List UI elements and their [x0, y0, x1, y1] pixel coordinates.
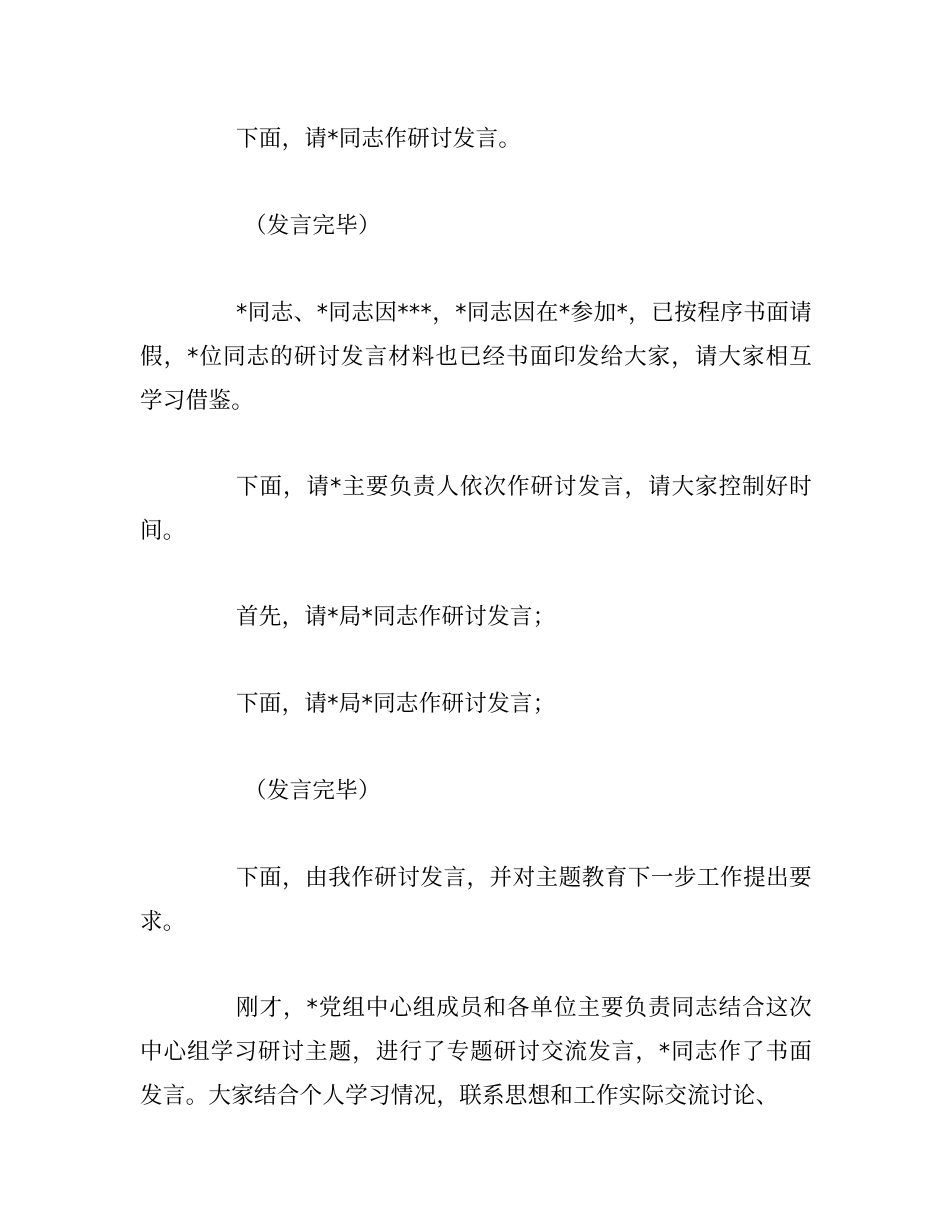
paragraph-8: 下面，由我作研讨发言，并对主题教育下一步工作提出要求。: [140, 865, 812, 935]
paragraph-1: 下面，请*同志作研讨发言。: [236, 126, 522, 152]
paragraph-4: 下面，请*主要负责人依次作研讨发言，请大家控制好时间。: [140, 474, 812, 544]
paragraph-3: *同志、*同志因***，*同志因在*参加*，已按程序书面请假，*位同志的研讨发言材料也已经书面印发给大家，请大家相互学习借鉴。: [140, 300, 812, 414]
paragraph-7: （发言完毕）: [244, 778, 381, 804]
paragraph-5: 首先，请*局*同志作研讨发言；: [236, 604, 556, 630]
paragraph-6: 下面，请*局*同志作研讨发言；: [236, 691, 556, 717]
paragraph-2: （发言完毕）: [244, 213, 381, 239]
paragraph-9: 刚才，*党组中心组成员和各单位主要负责同志结合这次中心组学习研讨主题，进行了专题研讨交流发言，*同志作了书面发言。大家结合个人学习情况，联系思想和工作实际交流讨论、: [140, 995, 812, 1109]
